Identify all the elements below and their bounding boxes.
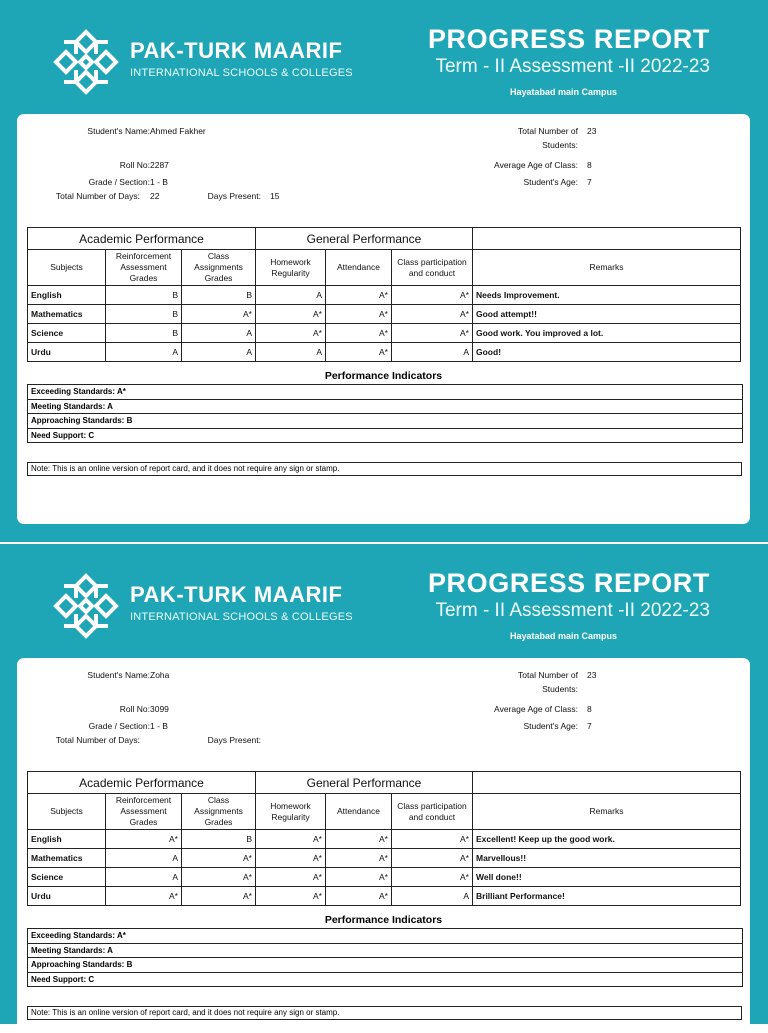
report-2 — [0, 544, 768, 1024]
total-students: 23 — [587, 670, 597, 680]
report-title: PROGRESS REPORT — [427, 568, 710, 598]
performance-indicators — [27, 384, 743, 443]
academic-performance-heading: Academic Performance — [28, 772, 256, 794]
reinforcement-grade: B — [106, 324, 182, 343]
col-remarks: Remarks — [473, 250, 741, 286]
indicator-row: Meeting Standards: A — [28, 944, 742, 959]
student-info — [17, 114, 750, 214]
participation-grade: A* — [392, 849, 473, 868]
col-homework: Homework Regularity — [256, 250, 326, 286]
remarks-cell: Marvellous!! — [473, 849, 741, 868]
reinforcement-grade: B — [106, 305, 182, 324]
school-subtitle: INTERNATIONAL SCHOOLS & COLLEGES — [130, 67, 353, 79]
grade-section: 1 - B — [150, 177, 168, 187]
roll-no: 2287 — [150, 160, 169, 170]
attendance-grade: A* — [326, 849, 392, 868]
days-present-label: Days Present: — [207, 191, 261, 201]
column-header-row — [28, 794, 741, 830]
subject-cell: Urdu — [28, 343, 106, 362]
subject-cell: Mathematics — [28, 849, 106, 868]
subject-cell: English — [28, 286, 106, 305]
participation-grade: A* — [392, 830, 473, 849]
assignments-grade: B — [182, 286, 256, 305]
col-subjects: Subjects — [28, 794, 106, 830]
indicator-row: Exceeding Standards: A* — [28, 385, 742, 400]
attendance-grade: A* — [326, 868, 392, 887]
general-performance-heading: General Performance — [256, 228, 473, 250]
col-participation: Class participation and conduct — [392, 794, 473, 830]
column-header-row — [28, 250, 741, 286]
total-days-label: Total Number of Days: — [55, 735, 140, 745]
term-label: Term - II Assessment -II 2022-23 — [435, 600, 710, 621]
student-age: 7 — [587, 721, 592, 731]
blank-heading-cell — [473, 228, 741, 250]
col-attendance: Attendance — [326, 794, 392, 830]
blank-heading-cell — [473, 772, 741, 794]
grade-section-label: Grade / Section: — [88, 721, 150, 731]
homework-grade: A* — [256, 324, 326, 343]
total-students-label-2: Students: — [542, 684, 578, 694]
reinforcement-grade: A* — [106, 887, 182, 906]
table-row — [28, 286, 741, 305]
school-brand — [130, 584, 353, 623]
col-homework: Homework Regularity — [256, 794, 326, 830]
report-card — [17, 114, 750, 524]
col-assignments: Class Assignments Grades — [182, 250, 256, 286]
assignments-grade: A* — [182, 887, 256, 906]
performance-table — [27, 771, 741, 906]
report-note: Note: This is an online version of report card, and it does not require any sign or stamp. — [27, 462, 742, 476]
roll-no-label: Roll No: — [119, 704, 150, 714]
homework-grade: A* — [256, 830, 326, 849]
assignments-grade: A* — [182, 849, 256, 868]
grade-section-label: Grade / Section: — [88, 177, 150, 187]
participation-grade: A* — [392, 324, 473, 343]
student-name-label: Student's Name: — [87, 670, 150, 680]
indicator-row: Need Support: C — [28, 429, 742, 444]
student-age-label: Student's Age: — [523, 721, 578, 731]
reinforcement-grade: A — [106, 343, 182, 362]
col-reinforcement: Reinforcement Assessment Grades — [106, 794, 182, 830]
general-performance-heading: General Performance — [256, 772, 473, 794]
avg-age: 8 — [587, 160, 592, 170]
participation-grade: A* — [392, 868, 473, 887]
homework-grade: A* — [256, 868, 326, 887]
total-days-label: Total Number of Days: — [55, 191, 140, 201]
participation-grade: A* — [392, 286, 473, 305]
col-remarks: Remarks — [473, 794, 741, 830]
remarks-cell: Brilliant Performance! — [473, 887, 741, 906]
col-subjects: Subjects — [28, 250, 106, 286]
school-logo-icon — [50, 26, 122, 98]
total-days: 22 — [150, 191, 160, 201]
assignments-grade: A* — [182, 305, 256, 324]
reinforcement-grade: A* — [106, 830, 182, 849]
table-row — [28, 324, 741, 343]
academic-performance-heading: Academic Performance — [28, 228, 256, 250]
indicator-row: Approaching Standards: B — [28, 958, 742, 973]
school-logo-icon — [50, 570, 122, 642]
homework-grade: A* — [256, 305, 326, 324]
indicator-row: Need Support: C — [28, 973, 742, 988]
reinforcement-grade: B — [106, 286, 182, 305]
assignments-grade: B — [182, 830, 256, 849]
student-name: Zoha — [150, 670, 170, 680]
total-students-label-2: Students: — [542, 140, 578, 150]
subject-cell: English — [28, 830, 106, 849]
assignments-grade: A — [182, 343, 256, 362]
assignments-grade: A* — [182, 868, 256, 887]
campus-label: Hayatabad main Campus — [510, 631, 618, 641]
attendance-grade: A* — [326, 286, 392, 305]
subject-cell: Urdu — [28, 887, 106, 906]
avg-age-label: Average Age of Class: — [494, 704, 578, 714]
attendance-grade: A* — [326, 343, 392, 362]
days-present: 15 — [270, 191, 280, 201]
school-subtitle: INTERNATIONAL SCHOOLS & COLLEGES — [130, 611, 353, 623]
homework-grade: A — [256, 343, 326, 362]
grade-section: 1 - B — [150, 721, 168, 731]
subject-cell: Science — [28, 324, 106, 343]
school-name: PAK-TURK MAARIF — [130, 582, 343, 607]
table-row — [28, 849, 741, 868]
remarks-cell: Well done!! — [473, 868, 741, 887]
participation-grade: A — [392, 887, 473, 906]
table-row — [28, 830, 741, 849]
section-header-row — [28, 228, 741, 250]
attendance-grade: A* — [326, 305, 392, 324]
table-row — [28, 887, 741, 906]
report-card — [17, 658, 750, 1033]
indicator-row: Meeting Standards: A — [28, 400, 742, 415]
roll-no-label: Roll No: — [119, 160, 150, 170]
performance-indicators — [27, 928, 743, 987]
performance-indicators-title: Performance Indicators — [324, 914, 443, 926]
assignments-grade: A — [182, 324, 256, 343]
col-attendance: Attendance — [326, 250, 392, 286]
remarks-cell: Excellent! Keep up the good work. — [473, 830, 741, 849]
report-note: Note: This is an online version of report card, and it does not require any sign or stamp. — [27, 1006, 742, 1020]
participation-grade: A* — [392, 305, 473, 324]
attendance-grade: A* — [326, 887, 392, 906]
student-name: Ahmed Fakher — [150, 126, 206, 136]
subject-cell: Mathematics — [28, 305, 106, 324]
roll-no: 3099 — [150, 704, 169, 714]
col-assignments: Class Assignments Grades — [182, 794, 256, 830]
total-students-label: Total Number of — [518, 126, 578, 136]
participation-grade: A — [392, 343, 473, 362]
school-brand — [130, 40, 353, 79]
performance-indicators-title: Performance Indicators — [324, 370, 443, 382]
student-age-label: Student's Age: — [523, 177, 578, 187]
school-name: PAK-TURK MAARIF — [130, 38, 343, 63]
avg-age: 8 — [587, 704, 592, 714]
student-name-label: Student's Name: — [87, 126, 150, 136]
report-title-block — [428, 24, 710, 78]
homework-grade: A — [256, 286, 326, 305]
homework-grade: A* — [256, 849, 326, 868]
remarks-cell: Good attempt!! — [473, 305, 741, 324]
table-row — [28, 868, 741, 887]
indicator-row: Exceeding Standards: A* — [28, 929, 742, 944]
total-students-label: Total Number of — [518, 670, 578, 680]
reinforcement-grade: A — [106, 849, 182, 868]
attendance-grade: A* — [326, 830, 392, 849]
term-label: Term - II Assessment -II 2022-23 — [435, 56, 710, 77]
subject-cell: Science — [28, 868, 106, 887]
indicator-row: Approaching Standards: B — [28, 414, 742, 429]
remarks-cell: Needs Improvement. — [473, 286, 741, 305]
student-info — [17, 658, 750, 758]
campus-label: Hayatabad main Campus — [510, 87, 618, 97]
days-present-label: Days Present: — [207, 735, 261, 745]
performance-table — [27, 227, 741, 362]
report-title-block — [428, 568, 710, 622]
homework-grade: A* — [256, 887, 326, 906]
table-row — [28, 343, 741, 362]
remarks-cell: Good! — [473, 343, 741, 362]
col-participation: Class participation and conduct — [392, 250, 473, 286]
remarks-cell: Good work. You improved a lot. — [473, 324, 741, 343]
section-header-row — [28, 772, 741, 794]
total-students: 23 — [587, 126, 597, 136]
student-age: 7 — [587, 177, 592, 187]
table-row — [28, 305, 741, 324]
reinforcement-grade: A — [106, 868, 182, 887]
attendance-grade: A* — [326, 324, 392, 343]
col-reinforcement: Reinforcement Assessment Grades — [106, 250, 182, 286]
avg-age-label: Average Age of Class: — [494, 160, 578, 170]
report-title: PROGRESS REPORT — [427, 24, 710, 54]
